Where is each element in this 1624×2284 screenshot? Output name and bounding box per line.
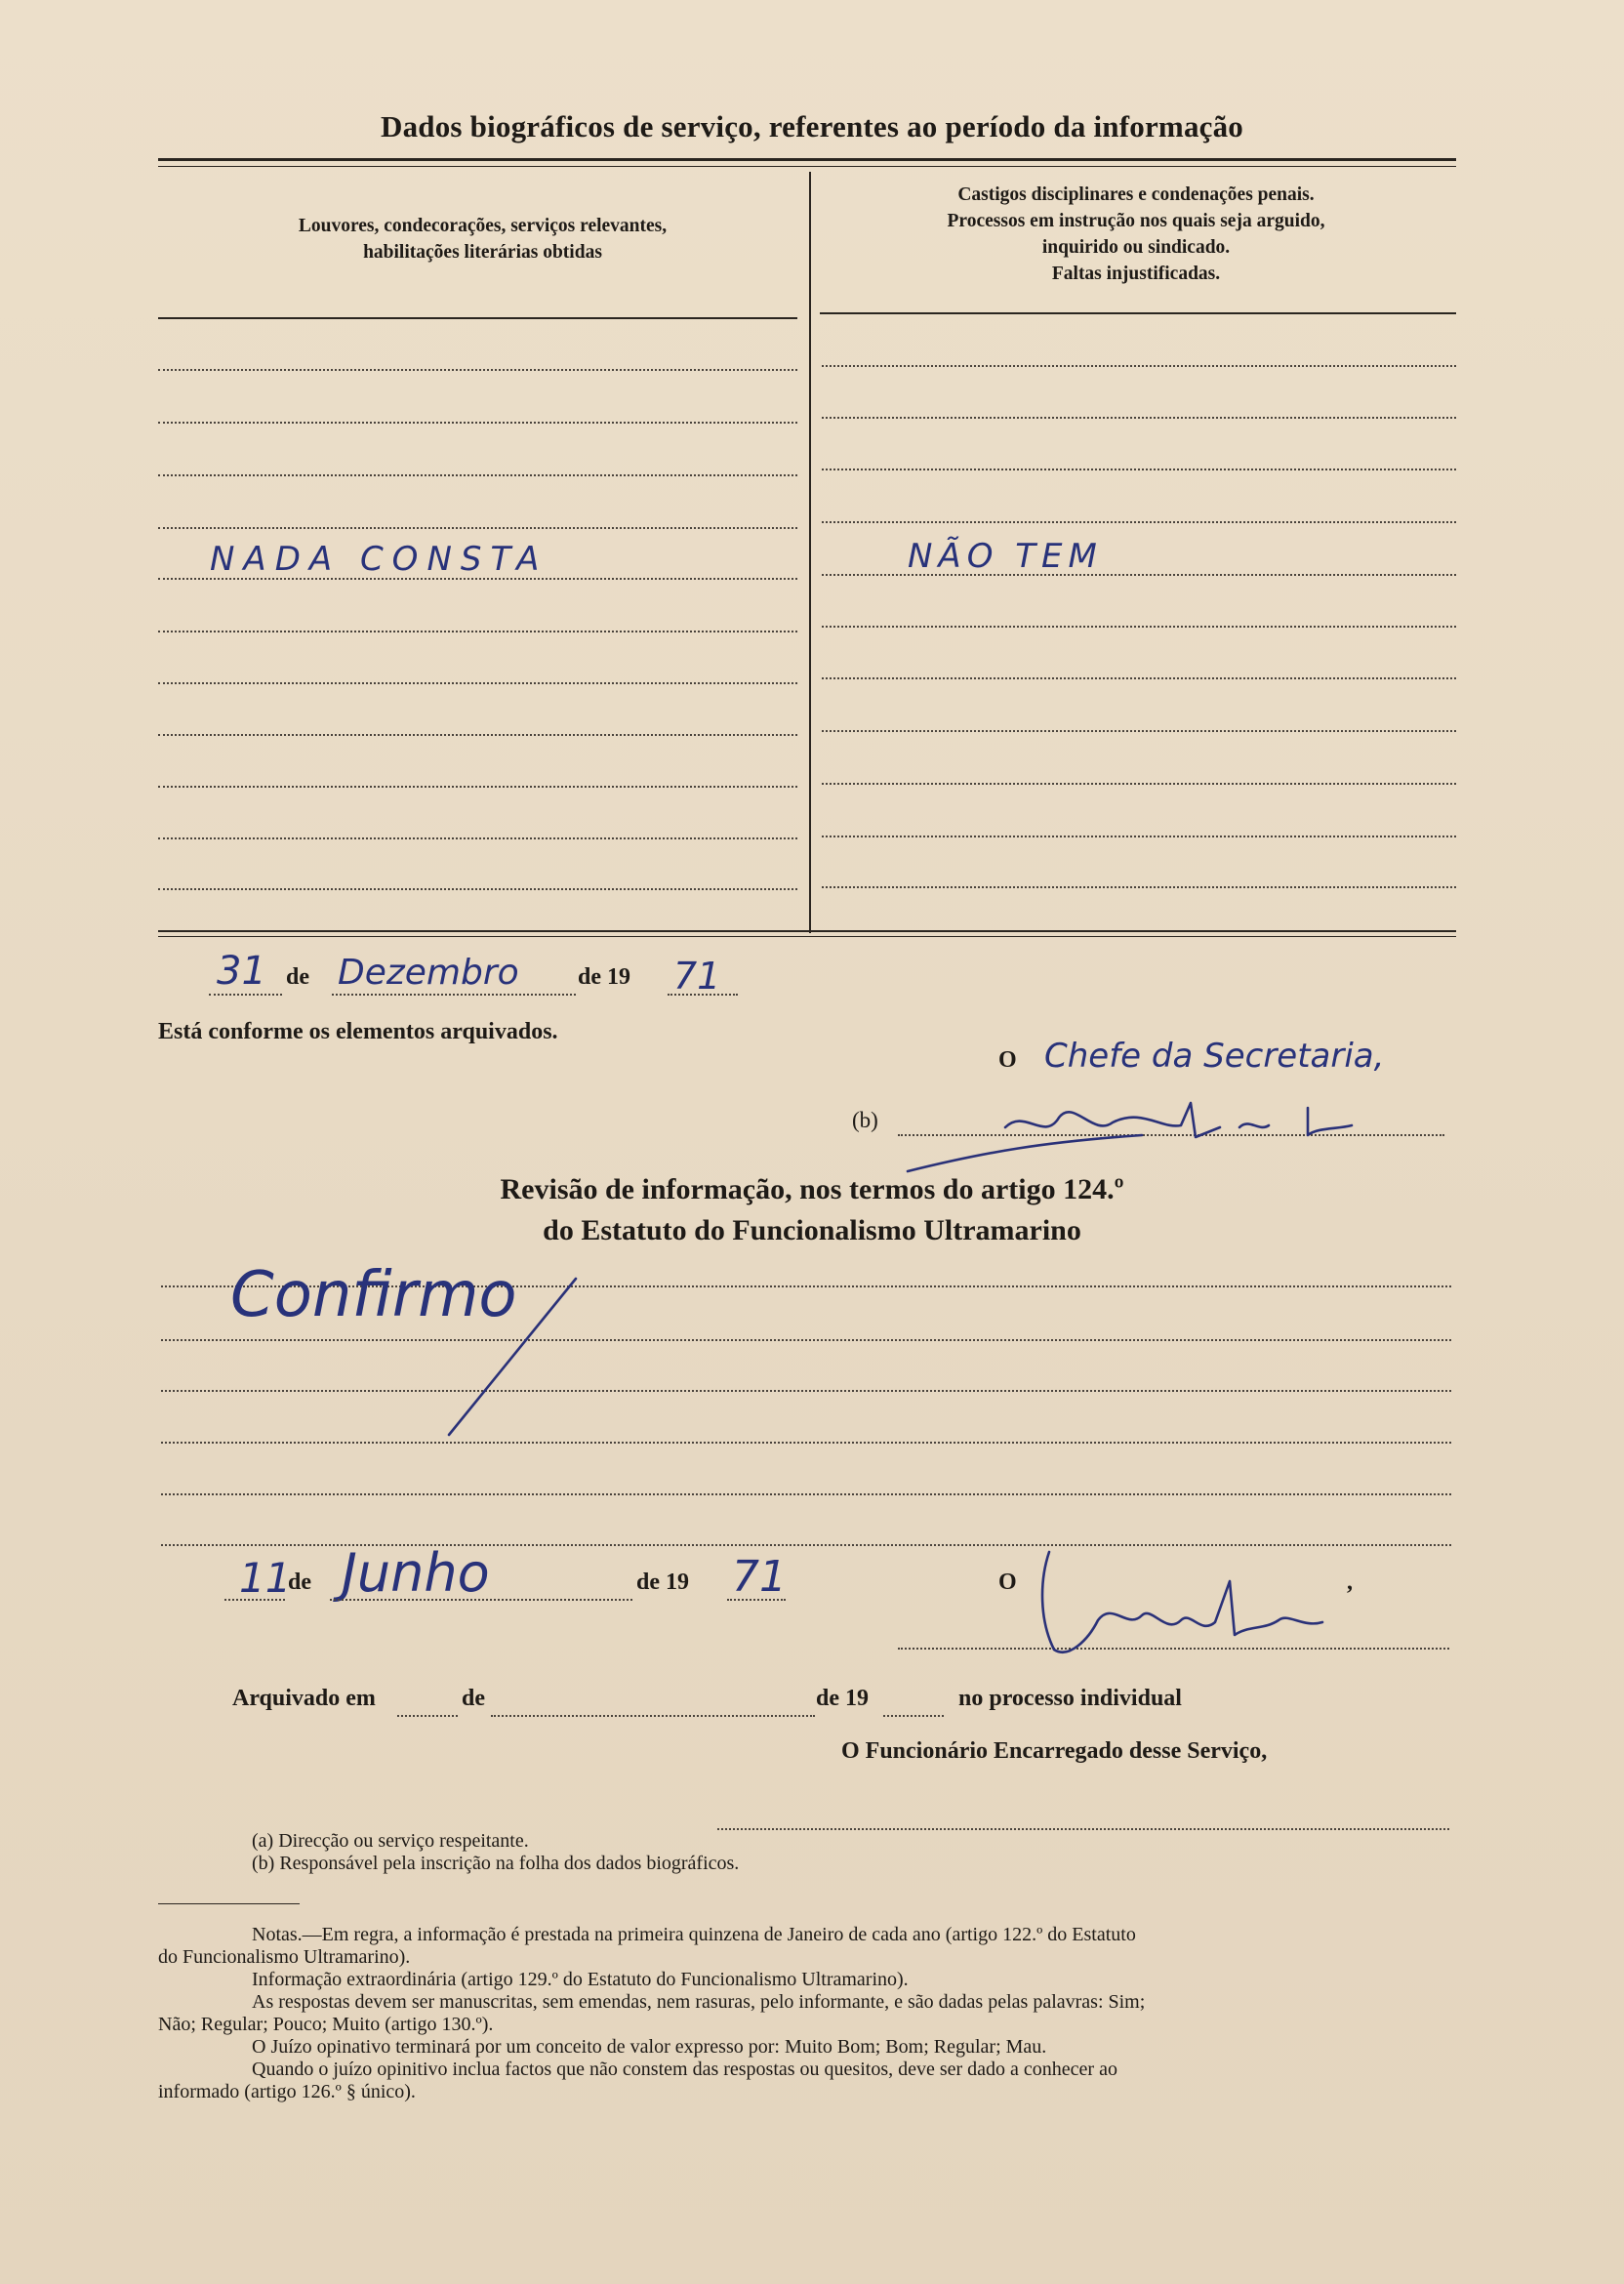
revision-line — [161, 1339, 1451, 1341]
right-heading-rule — [820, 312, 1456, 314]
right-heading-line4: Faltas injustificadas. — [1051, 264, 1221, 284]
second-date-day-handwritten: 11 — [239, 1554, 292, 1602]
notes-line4: As respostas devem ser manuscritas, sem emendas, nem rasuras, pelo informante, e são dadas pelas palavras: Sim; — [252, 1991, 1146, 2013]
right-heading-line1: Castigos disciplinares e condenações penais. — [957, 184, 1315, 205]
notes-block — [158, 1924, 1456, 2103]
archive-year-line — [883, 1715, 944, 1717]
b-label: (b) — [852, 1108, 878, 1132]
left-heading-rule — [158, 317, 797, 319]
date-month-handwritten: Dezembro — [338, 953, 519, 993]
left-column-heading — [158, 213, 807, 265]
left-entry-line — [158, 888, 797, 890]
right-heading-line2: Processos em instrução nos quais seja arguido, — [947, 211, 1325, 231]
date-day-handwritten: 31 — [217, 949, 266, 994]
revision-title-line1: Revisão de informação, nos termos do artigo 124.º — [500, 1173, 1124, 1205]
right-entry-line — [822, 783, 1456, 785]
right-entry-line — [822, 836, 1456, 837]
left-entry-line — [158, 369, 797, 371]
right-entry-line — [822, 677, 1456, 679]
right-handwritten-entry: NÃO TEM — [908, 537, 1103, 576]
right-entry-line — [822, 417, 1456, 419]
footnote-a: (a) Direcção ou serviço respeitante. — [252, 1830, 529, 1852]
right-entry-line — [822, 626, 1456, 628]
revision-title-line2: do Estatuto do Funcionalismo Ultramarino — [543, 1214, 1081, 1246]
revision-slash-stroke — [410, 1269, 605, 1445]
date-de-label: de — [286, 964, 309, 990]
archive-month-line — [491, 1715, 815, 1717]
left-entry-line — [158, 682, 797, 684]
signature-b-handwritten — [849, 1069, 1357, 1176]
top-rule-thin — [158, 166, 1456, 167]
notes-line7: Quando o juízo opinitivo inclua factos que não constem das respostas ou quesitos, deve ser dado a conhecer ao — [252, 2059, 1117, 2080]
notes-line6: O Juízo opinativo terminará por um conceito de valor expresso por: Muito Bom; Bom; Regular; Mau. — [252, 2036, 1047, 2058]
revision-handwritten: Confirmo — [230, 1259, 517, 1331]
date-day-line — [209, 994, 282, 996]
left-entry-line — [158, 631, 797, 632]
signer-role-handwritten: Chefe da Secretaria, — [1044, 1037, 1385, 1076]
second-date-year-prefix: de 19 — [636, 1570, 689, 1595]
left-entry-line — [158, 837, 797, 839]
table-bottom-rule-thin — [158, 936, 1456, 937]
right-heading-line3: inquirido ou sindicado. — [1041, 237, 1231, 258]
right-entry-line — [822, 365, 1456, 367]
column-divider — [809, 172, 811, 933]
second-signer-o-label: O — [998, 1570, 1017, 1595]
second-date-day-line — [224, 1599, 285, 1601]
left-entry-line — [158, 474, 797, 476]
left-handwritten-entry: NADA CONSTA — [210, 540, 548, 579]
left-entry-line — [158, 786, 797, 788]
second-date-month-handwritten: Junho — [342, 1542, 490, 1604]
archive-arquivado-label: Arquivado em — [232, 1686, 376, 1711]
left-heading-line1: Louvores, condecorações, serviços relevantes, — [298, 216, 668, 236]
left-entry-line — [158, 527, 797, 529]
table-bottom-rule — [158, 930, 1456, 932]
right-entry-line — [822, 886, 1456, 888]
second-date-month-line — [330, 1599, 632, 1601]
left-entry-line — [158, 734, 797, 736]
conforme-text: Está conforme os elementos arquivados. — [158, 1019, 558, 1044]
notes-line5: Não; Regular; Pouco; Muito (artigo 130.º). — [158, 2014, 494, 2035]
archive-signature-line — [717, 1828, 1449, 1830]
signer-o-label: O — [998, 1047, 1017, 1073]
date-month-line — [332, 994, 576, 996]
date-year-prefix: de 19 — [578, 964, 630, 990]
right-entry-line — [822, 469, 1456, 470]
notes-line1: Notas.—Em regra, a informação é prestada na primeira quinzena de Janeiro de cada ano (artigo 122.º do Estatuto — [252, 1924, 1136, 1945]
left-entry-line — [158, 422, 797, 424]
revision-line — [161, 1442, 1451, 1444]
archive-day-line — [397, 1715, 458, 1717]
revision-line — [161, 1390, 1451, 1392]
notes-line3: Informação extraordinária (artigo 129.º do Estatuto do Funcionalismo Ultramarino). — [252, 1969, 909, 1990]
second-signature-handwritten — [1020, 1542, 1342, 1669]
right-column-heading — [814, 182, 1458, 287]
revision-title — [0, 1169, 1624, 1251]
notes-separator — [158, 1903, 300, 1904]
right-entry-line — [822, 521, 1456, 523]
revision-line — [161, 1493, 1451, 1495]
second-signer-comma: , — [1347, 1570, 1353, 1595]
archive-funcionario-label: O Funcionário Encarregado desse Serviço, — [841, 1738, 1268, 1764]
right-entry-line — [822, 730, 1456, 732]
archive-year-prefix: de 19 — [816, 1686, 869, 1711]
archive-processo-label: no processo individual — [958, 1686, 1182, 1711]
date-year-line — [668, 994, 738, 996]
left-heading-line2: habilitações literárias obtidas — [363, 242, 602, 263]
footnote-b: (b) Responsável pela inscrição na folha dos dados biográficos. — [252, 1853, 740, 1874]
date-year-handwritten: 71 — [673, 955, 721, 998]
second-date-year-handwritten: 71 — [732, 1552, 787, 1602]
top-rule — [158, 158, 1456, 161]
archive-de-label: de — [462, 1686, 485, 1711]
second-date-year-line — [727, 1599, 786, 1601]
notes-line2: do Funcionalismo Ultramarino). — [158, 1946, 411, 1968]
page-title: Dados biográficos de serviço, referentes ao período da informação — [380, 109, 1244, 143]
notes-line8: informado (artigo 126.º § único). — [158, 2081, 416, 2102]
second-date-de-label: de — [288, 1570, 311, 1595]
